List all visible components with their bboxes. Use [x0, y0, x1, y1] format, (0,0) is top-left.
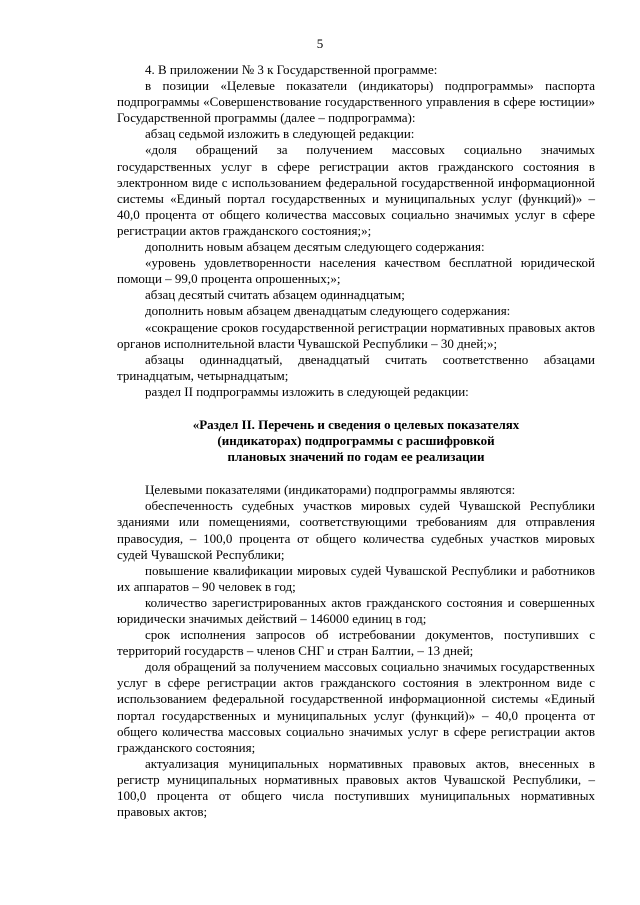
paragraph-indicator-requests-term: срок исполнения запросов об истребовании документов, поступивших с территорий государств – членов СНГ и стран Балтии, – 13 дней;	[117, 627, 595, 659]
heading-line-3: плановых значений по годам ее реализации	[227, 449, 485, 465]
paragraph-indicator-qualification: повышение квалификации мировых судей Чувашской Республики и работников их аппаратов – 90 человек в год;	[117, 562, 595, 594]
paragraph-seventh-instruction: абзац седьмой изложить в следующей редакции:	[145, 126, 415, 142]
page-number: 5	[316, 36, 324, 51]
paragraph-quote-registration-terms: «сокращение сроков государственной регистрации нормативных правовых актов органов исполнительной власти Чувашской Республики – 30 дней;»;	[117, 319, 595, 351]
paragraph-add-tenth: дополнить новым абзацем десятым следующего содержания:	[145, 239, 485, 255]
paragraph-section-two-instruction: раздел II подпрограммы изложить в следующей редакции:	[145, 383, 469, 399]
paragraph-passport-position: в позиции «Целевые показатели (индикаторы) подпрограммы» паспорта подпрограммы «Совершенствование государственного управления в сфере юстиции» Государственной программы (далее – подпрограмма):	[117, 78, 595, 126]
paragraph-renumber: абзацы одиннадцатый, двенадцатый считать соответственно абзацами тринадцатым, четырнадцатым;	[117, 351, 595, 383]
paragraph-indicator-civil-acts: количество зарегистрированных актов гражданского состояния и совершенных юридически значимых действий – 146000 единиц в год;	[117, 594, 595, 626]
paragraph-indicator-municipal-acts: актуализация муниципальных нормативных правовых актов, внесенных в регистр муниципальных нормативных правовых актов Чувашской Республики, – 100,0 процента от общего числа поступивших муниципальных нормативных правовых актов;	[117, 755, 595, 820]
paragraph-tenth-to-eleventh: абзац десятый считать абзацем одиннадцатым;	[145, 287, 405, 303]
paragraph-indicator-court-buildings: обеспеченность судебных участков мировых судей Чувашской Республики зданиями или помещениями, соответствующими требованиям для отправления правосудия, – 100,0 процента от общего количества судебных участков мировых судей Чувашской Республики;	[117, 498, 595, 562]
heading-line-2: (индикаторах) подпрограммы с расшифровкой	[217, 433, 495, 449]
heading-line-1: «Раздел II. Перечень и сведения о целевых показателях	[192, 416, 520, 432]
paragraph-quote-share-electronic: «доля обращений за получением массовых социально значимых государственных услуг в сфере регистрации актов гражданского состояния в электронном виде с использованием федеральной государственной информационной системы «Единый портал государственных и муниципальных услуг (функций)» – 40,0 процента от общего количества массовых социально значимых услуг в сфере регистрации актов гражданского состояния;»;	[117, 142, 595, 238]
document-body	[117, 62, 595, 820]
paragraph-add-twelfth: дополнить новым абзацем двенадцатым следующего содержания:	[145, 303, 511, 319]
section-heading	[117, 417, 595, 465]
paragraph-indicators-intro: Целевыми показателями (индикаторами) подпрограммы являются:	[145, 482, 516, 498]
paragraph-item-4: 4. В приложении № 3 к Государственной программе:	[145, 62, 438, 77]
paragraph-indicator-electronic-share: доля обращений за получением массовых социально значимых государственных услуг в сфере регистрации актов гражданского состояния в электронном виде с использованием федеральной государственной информационной системы «Единый портал государственных и муниципальных услуг (функций)» – 40,0 процента от общего количества массовых социально значимых услуг в сфере регистрации актов гражданского состояния;	[117, 659, 595, 755]
paragraph-quote-legal-aid: «уровень удовлетворенности населения качеством бесплатной юридической помощи – 99,0 процента опрошенных;»;	[117, 255, 595, 287]
